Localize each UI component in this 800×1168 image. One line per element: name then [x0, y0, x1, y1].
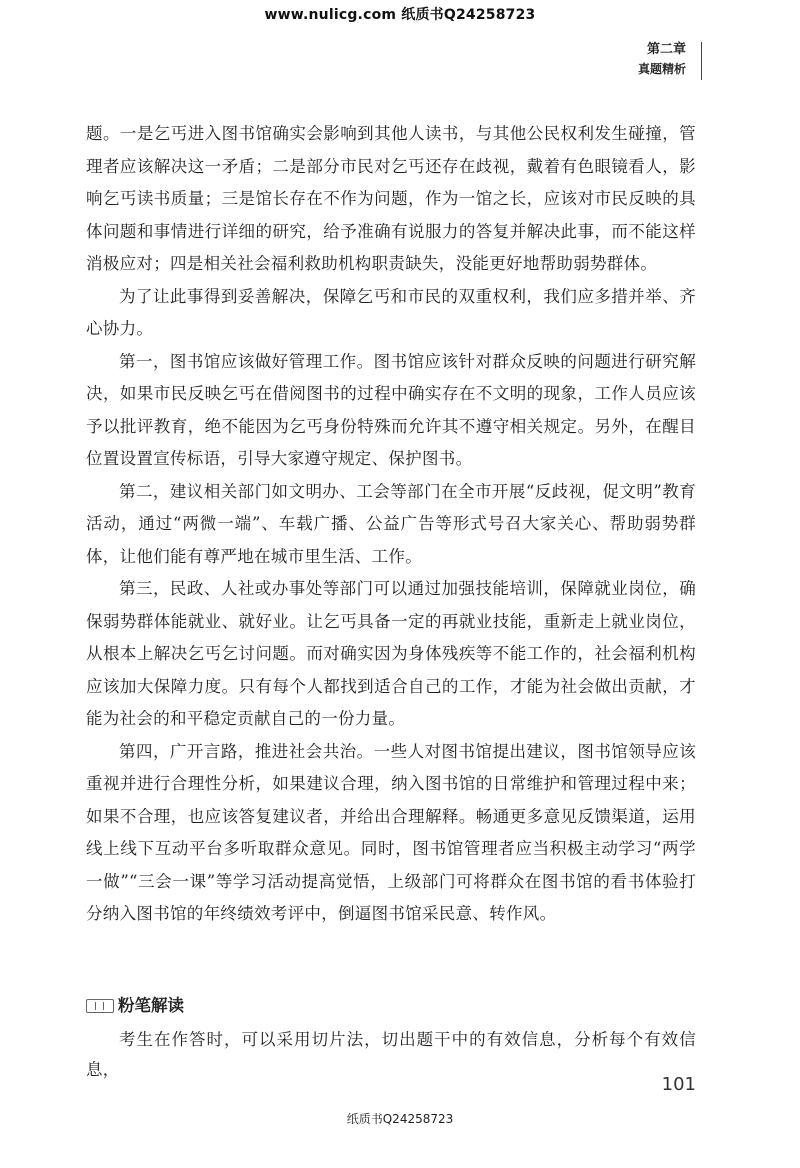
page-number: 101	[661, 1074, 696, 1095]
section-heading-text: 粉笔解读	[118, 996, 184, 1015]
top-watermark: www.nulicg.com 纸质书Q24258723	[264, 7, 536, 23]
paragraph-point-1: 第一，图书馆应该做好管理工作。图书馆应该针对群众反映的问题进行研究解决，如果市民反映乞丐在借阅图书的过程中确实存在不文明的现象，工作人员应该予以批评教育，绝不能因为乞丐身份特殊而允许其不遵守相关规定。另外，在醒目位置设置宣传标语，引导大家遵守规定、保护图书。	[86, 351, 696, 468]
header-divider	[701, 42, 702, 80]
section-heading	[86, 992, 184, 1020]
paragraph-point-4: 第四，广开言路，推进社会共治。一些人对图书馆提出建议，图书馆领导应该重视并进行合理性分析，如果建议合理，纳入图书馆的日常维护和管理过程中来；如果不合理，也应该答复建议者，并给出合理解释。畅通更多意见反馈渠道，运用线上线下互动平台多听取群众意见。同时，图书馆管理者应当积极主动学习“两学一做”“三会一课”等学习活动提高觉悟，上级部门可将群众在图书馆的看书体验打分纳入图书馆的年终绩效考评中，倒逼图书馆采民意、转作风。	[86, 741, 696, 923]
paragraph-point-3: 第三，民政、人社或办事处等部门可以通过加强技能培训，保障就业岗位，确保弱势群体能就业、就好业。让乞丐具备一定的再就业技能，重新走上就业岗位，从根本上解决乞丐乞讨问题。而对确实因为身体残疾等不能工作的，社会福利机构应该加大保障力度。只有每个人都找到适合自己的工作，才能为社会做出贡献，才能为社会的和平稳定贡献自己的一份力量。	[86, 579, 696, 728]
chapter-title: 第二章	[646, 42, 686, 57]
paragraph-intro: 为了让此事得到妥善解决，保障乞丐和市民的双重权利，我们应多措并举、齐心协力。	[86, 286, 696, 338]
paragraph-point-2: 第二，建议相关部门如文明办、工会等部门在全市开展“反歧视，促文明”教育活动，通过“两微一端”、车载广播、公益广告等形式号召大家关心、帮助弱势群体，让他们能有尊严地在城市里生活、工作。	[86, 481, 696, 566]
section-tag-icon	[86, 999, 114, 1013]
chapter-header	[638, 42, 696, 77]
section-body: 考生在作答时，可以采用切片法，切出题干中的有效信息，分析每个有效信息，	[86, 1030, 696, 1079]
main-content	[86, 118, 696, 931]
chapter-subtitle: 真题精析	[637, 62, 686, 77]
bottom-watermark: 纸质书Q24258723	[346, 1112, 454, 1126]
paragraph-continuation: 题。一是乞丐进入图书馆确实会影响到其他人读书，与其他公民权利发生碰撞，管理者应该解决这一矛盾；二是部分市民对乞丐还存在歧视，戴着有色眼镜看人，影响乞丐读书质量；三是馆长存在不作为问题，作为一馆之长，应该对市民反映的具体问题和事情进行详细的研究，给予准确有说服力的答复并解决此事，而不能这样消极应对；四是相关社会福利救助机构职责缺失，没能更好地帮助弱势群体。	[86, 124, 696, 273]
